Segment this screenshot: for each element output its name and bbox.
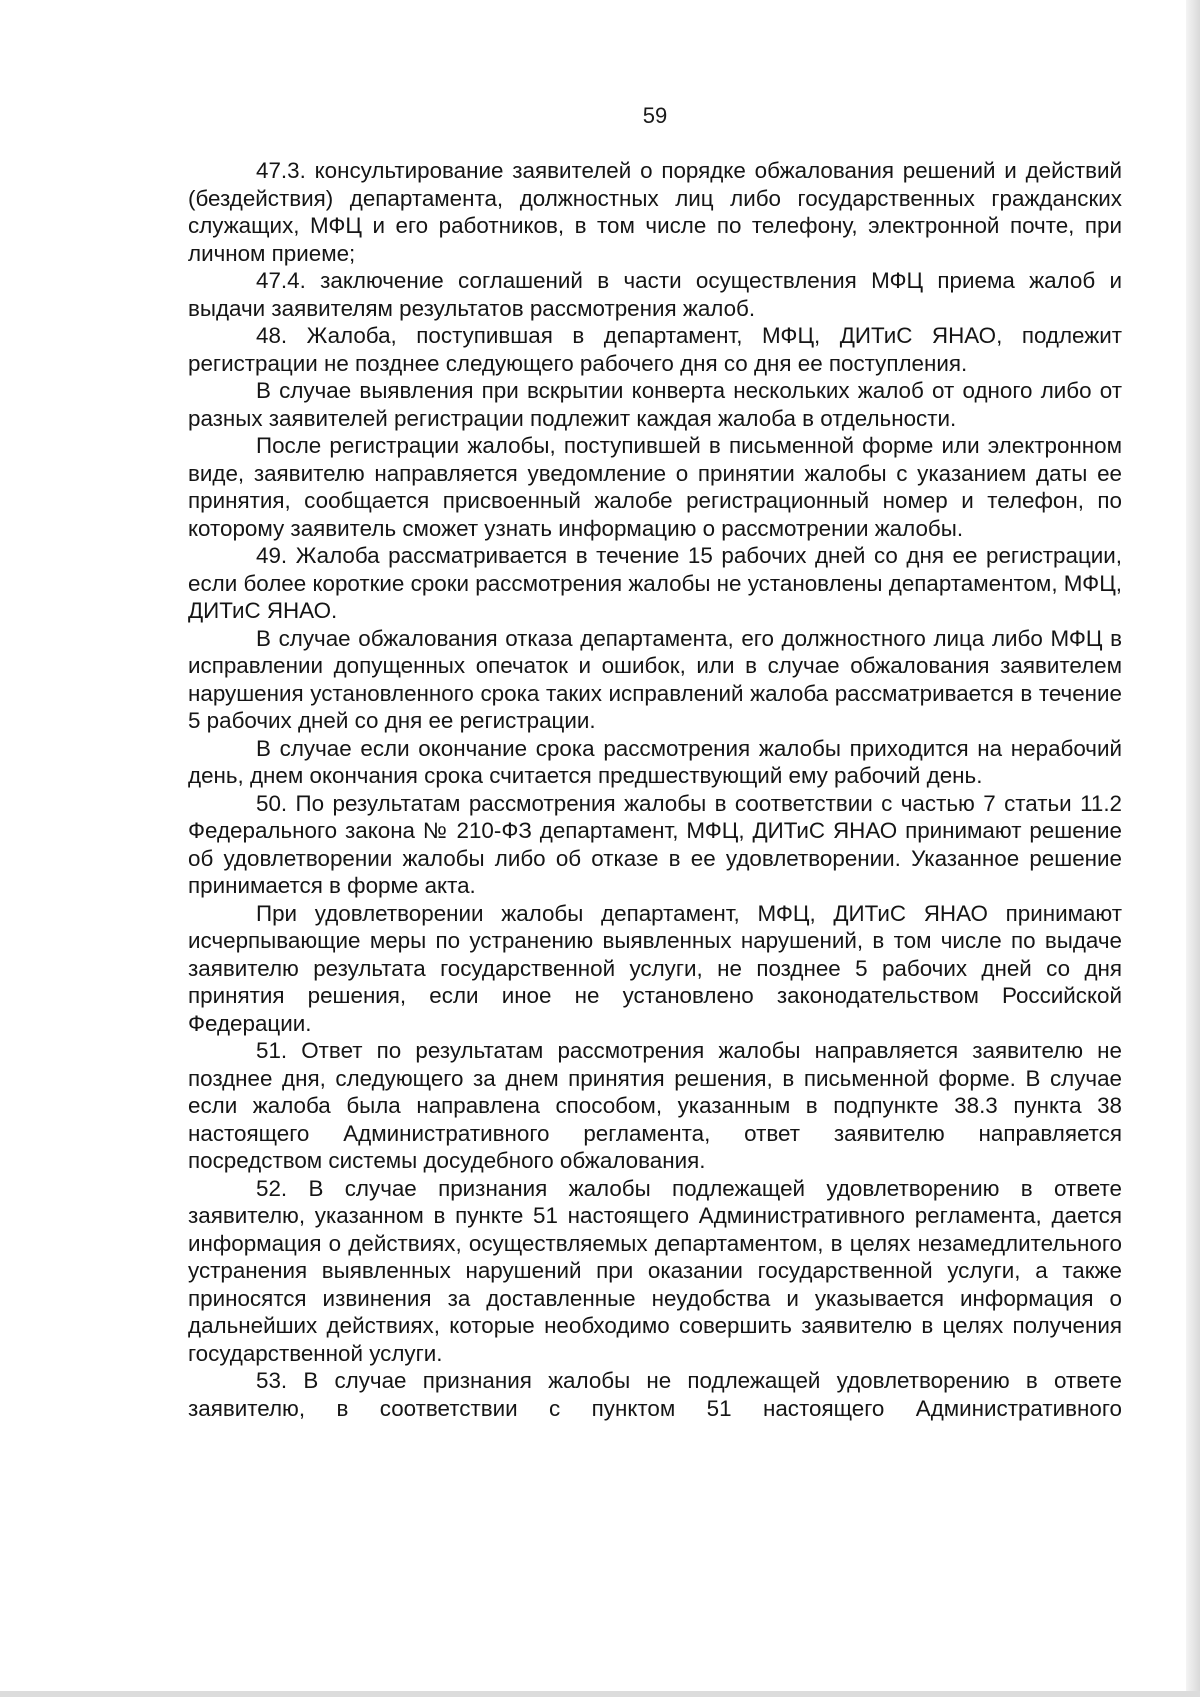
paragraph-49-refusal-appeal: В случае обжалования отказа департамента, его должностного лица либо МФЦ в исправлении допущенных опечаток и ошибок, или в случае обжалования заявителем нарушения установленного срока таких исправлений жалоба рассматривается в течение 5 рабочих дней со дня ее регистрации. <box>188 625 1122 733</box>
paragraph-47-4: 47.4. заключение соглашений в части осуществления МФЦ приема жалоб и выдачи заявителям результатов рассмотрения жалоб. <box>188 268 1122 321</box>
page-bottom-edge <box>0 1691 1200 1697</box>
paragraph-51: 51. Ответ по результатам рассмотрения жалобы направляется заявителю не позднее дня, следующего за днем принятия решения, в письменной форме. В случае если жалоба была направлена способом, указанным в подпункте 38.3 пункта 38 настоящего Административного регламента, ответ заявителю направляется посредством системы досудебного обжалования. <box>188 1038 1122 1173</box>
paragraph-52: 52. В случае признания жалобы подлежащей удовлетворению в ответе заявителю, указанном в пункте 51 настоящего Административного регламента, дается информация о действиях, осуществляемых департаментом, в целях незамедлительного устранения выявленных нарушений при оказании государственной услуги, а также приносятся извинения за доставленные неудобства и указывается информация о дальнейших действиях, которые необходимо совершить заявителю в целях получения государственной услуги. <box>188 1175 1122 1366</box>
paragraph-47-3: 47.3. консультирование заявителей о порядке обжалования решений и действий (бездействия) департамента, должностных лиц либо государственных гражданских служащих, МФЦ и его работников, в том числе по телефону, электронной почте, при личном приеме; <box>188 158 1122 266</box>
paragraph-50: 50. По результатам рассмотрения жалобы в соответствии с частью 7 статьи 11.2 Федерального закона № 210-ФЗ департамент, МФЦ, ДИТиС ЯНАО принимают решение об удовлетворении жалобы либо об отказе в ее удовлетворении. Указанное решение принимается в форме акта. <box>188 790 1122 898</box>
paragraph-53: 53. В случае признания жалобы не подлежащей удовлетворению в ответе заявителю, в соответствии с пунктом 51 настоящего Административного <box>188 1368 1122 1421</box>
paragraph-48-multiple-complaints: В случае выявления при вскрытии конверта нескольких жалоб от одного либо от разных заявителей регистрации подлежит каждая жалоба в отдельности. <box>188 378 1122 431</box>
paragraph-50-satisfaction: При удовлетворении жалобы департамент, МФЦ, ДИТиС ЯНАО принимают исчерпывающие меры по устранению выявленных нарушений, в том числе по выдаче заявителю результата государственной услуги, не позднее 5 рабочих дней со дня принятия решения, если иное не установлено законодательством Российской Федерации. <box>188 900 1122 1036</box>
paragraph-48: 48. Жалоба, поступившая в департамент, МФЦ, ДИТиС ЯНАО, подлежит регистрации не позднее следующего рабочего дня со дня ее поступления. <box>188 323 1122 376</box>
paragraph-49: 49. Жалоба рассматривается в течение 15 рабочих дней со дня ее регистрации, если более короткие сроки рассмотрения жалобы не установлены департаментом, МФЦ, ДИТиС ЯНАО. <box>188 543 1122 623</box>
page-number: 59 <box>642 103 668 128</box>
page-edge-shadow <box>1186 0 1200 1697</box>
paragraph-48-notification: После регистрации жалобы, поступившей в письменной форме или электронном виде, заявителю направляется уведомление о принятии жалобы с указанием даты ее принятия, сообщается присвоенный жалобе регистрационный номер и телефон, по которому заявитель сможет узнать информацию о рассмотрении жалобы. <box>188 433 1122 541</box>
paragraph-49-nonworking-day: В случае если окончание срока рассмотрения жалобы приходится на нерабочий день, днем окончания срока считается предшествующий ему рабочий день. <box>188 735 1122 788</box>
document-body <box>188 157 1122 1422</box>
